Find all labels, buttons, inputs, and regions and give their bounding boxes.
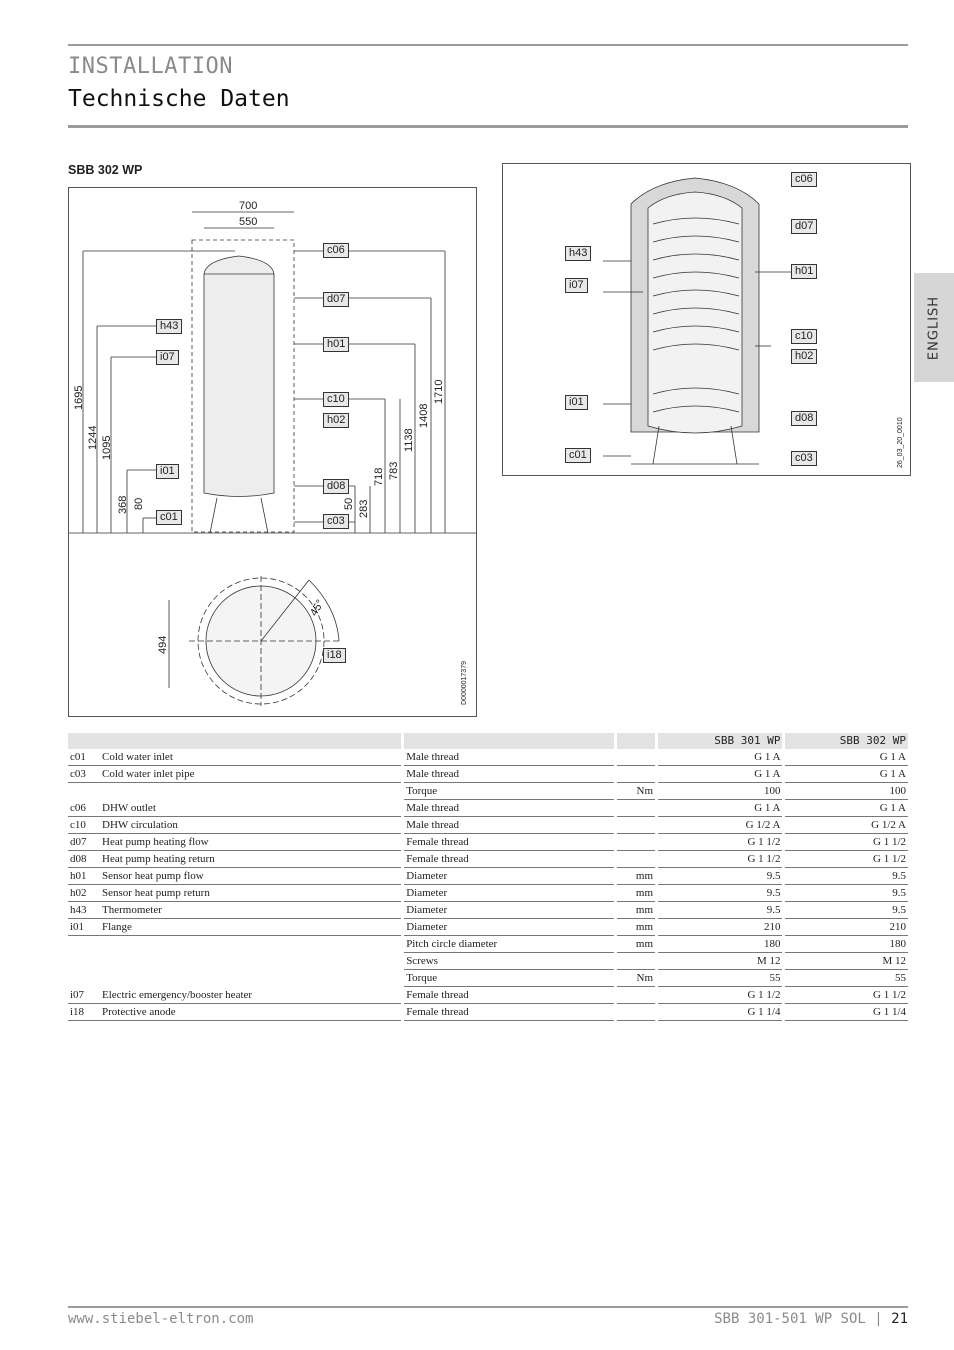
row-type: Female thread xyxy=(404,851,614,868)
row-type: Diameter xyxy=(404,919,614,936)
row-label-cell xyxy=(68,834,401,851)
row-type: Diameter xyxy=(404,902,614,919)
dim-718: 718 xyxy=(373,467,385,486)
row-value-sbb-302: G 1 A xyxy=(785,800,908,817)
row-description: Thermometer xyxy=(102,904,162,916)
row-code: h02 xyxy=(70,887,87,899)
dim-width-outer: 700 xyxy=(239,200,258,212)
dim-1244: 1244 xyxy=(87,425,99,450)
row-value-sbb-301: G 1 1/2 xyxy=(658,834,782,851)
header-blank-1 xyxy=(68,733,401,749)
header-blank-3 xyxy=(617,733,655,749)
row-code: c03 xyxy=(70,768,86,780)
table-header-row xyxy=(68,733,908,749)
row-value-sbb-302: G 1 1/2 xyxy=(785,834,908,851)
row-unit xyxy=(617,766,655,783)
dim-1695: 1695 xyxy=(73,385,85,410)
dim-1408: 1408 xyxy=(418,403,430,428)
section-tag-i07: i07 xyxy=(565,278,588,293)
table-row xyxy=(68,1004,908,1021)
dimension-drawing xyxy=(68,187,477,717)
row-value-sbb-301: M 12 xyxy=(658,953,782,970)
tag-i18: i18 xyxy=(323,648,346,663)
header-blank-2 xyxy=(404,733,614,749)
row-type: Male thread xyxy=(404,749,614,766)
dim-width-inner: 550 xyxy=(239,216,258,228)
tag-d08: d08 xyxy=(323,479,349,494)
spec-table xyxy=(68,733,908,1021)
row-type: Screws xyxy=(404,953,614,970)
dim-80: 80 xyxy=(133,497,145,510)
language-tab[interactable] xyxy=(914,273,954,382)
row-value-sbb-301: G 1 A xyxy=(658,749,782,766)
row-value-sbb-302: G 1 1/2 xyxy=(785,851,908,868)
tag-c01: c01 xyxy=(156,510,182,525)
row-label-cell xyxy=(68,902,401,919)
row-value-sbb-301: G 1 A xyxy=(658,766,782,783)
row-code: h43 xyxy=(70,904,87,916)
dim-1095: 1095 xyxy=(101,435,113,460)
tag-c06: c06 xyxy=(323,243,349,258)
row-value-sbb-301: G 1/2 A xyxy=(658,817,782,834)
row-label-cell xyxy=(68,800,401,817)
row-label-cell xyxy=(68,851,401,868)
section-drawing-graphic xyxy=(503,164,910,475)
row-type: Torque xyxy=(404,783,614,800)
table-row xyxy=(68,783,908,800)
section-tag-c06: c06 xyxy=(791,172,817,187)
row-description: DHW outlet xyxy=(102,802,156,814)
row-value-sbb-302: G 1 A xyxy=(785,749,908,766)
row-value-sbb-301: 180 xyxy=(658,936,782,953)
section-tag-h43: h43 xyxy=(565,246,591,261)
row-value-sbb-301: G 1 1/4 xyxy=(658,1004,782,1021)
section-tag-c10: c10 xyxy=(791,329,817,344)
table-row xyxy=(68,851,908,868)
dim-494: 494 xyxy=(157,635,169,654)
row-description: Electric emergency/booster heater xyxy=(102,989,253,1001)
section-tag-h01: h01 xyxy=(791,264,817,279)
tag-h02: h02 xyxy=(323,413,349,428)
section-tag-c03: c03 xyxy=(791,451,817,466)
row-value-sbb-302: G 1/2 A xyxy=(785,817,908,834)
row-unit: mm xyxy=(617,936,655,953)
table-row xyxy=(68,936,908,953)
row-description: Sensor heat pump return xyxy=(102,887,210,899)
row-type: Female thread xyxy=(404,987,614,1004)
drawing-id-left: D0000017379 xyxy=(461,661,468,705)
row-value-sbb-302: G 1 A xyxy=(785,766,908,783)
table-row xyxy=(68,953,908,970)
dim-1138: 1138 xyxy=(403,428,415,452)
row-label-cell xyxy=(68,919,401,936)
table-row xyxy=(68,817,908,834)
tag-h43: h43 xyxy=(156,319,182,334)
header-sbb-301: SBB 301 WP xyxy=(658,733,782,749)
row-unit xyxy=(617,834,655,851)
row-code: d07 xyxy=(70,836,87,848)
footer-rule xyxy=(68,1306,908,1308)
row-value-sbb-301: 55 xyxy=(658,970,782,987)
row-label-cell xyxy=(68,953,401,970)
row-type: Male thread xyxy=(404,766,614,783)
row-label-cell xyxy=(68,885,401,902)
table-row xyxy=(68,766,908,783)
language-tab-label: ENGLISH xyxy=(926,295,942,360)
row-value-sbb-301: 9.5 xyxy=(658,885,782,902)
row-description: Heat pump heating return xyxy=(102,853,215,865)
row-unit: mm xyxy=(617,885,655,902)
row-label-cell xyxy=(68,970,401,987)
row-value-sbb-302: G 1 1/2 xyxy=(785,987,908,1004)
page-number: 21 xyxy=(891,1311,908,1327)
header-sbb-302: SBB 302 WP xyxy=(785,733,908,749)
header-rule xyxy=(68,125,908,128)
row-description: Cold water inlet xyxy=(102,751,173,763)
angle-label: 45° xyxy=(307,597,327,619)
footer-doc-title: SBB 301-501 WP SOL xyxy=(714,1311,866,1327)
row-unit xyxy=(617,817,655,834)
section-drawing xyxy=(502,163,911,476)
row-unit: mm xyxy=(617,902,655,919)
table-row xyxy=(68,834,908,851)
table-row xyxy=(68,902,908,919)
row-value-sbb-301: 9.5 xyxy=(658,902,782,919)
row-code: c01 xyxy=(70,751,86,763)
row-code: c10 xyxy=(70,819,86,831)
row-description: Heat pump heating flow xyxy=(102,836,209,848)
top-rule xyxy=(68,44,908,46)
row-value-sbb-302: 9.5 xyxy=(785,902,908,919)
row-label-cell xyxy=(68,987,401,1004)
row-label-cell xyxy=(68,817,401,834)
row-value-sbb-301: G 1 1/2 xyxy=(658,851,782,868)
section-tag-d08: d08 xyxy=(791,411,817,426)
row-unit: Nm xyxy=(617,783,655,800)
row-type: Female thread xyxy=(404,834,614,851)
section-tag-c01: c01 xyxy=(565,448,591,463)
dim-1710: 1710 xyxy=(433,379,445,404)
row-label-cell xyxy=(68,783,401,800)
dim-50: 50 xyxy=(343,497,355,510)
dim-783: 783 xyxy=(388,461,400,480)
row-unit xyxy=(617,851,655,868)
dimension-drawing-graphic xyxy=(69,188,476,716)
row-type: Female thread xyxy=(404,1004,614,1021)
row-code: i18 xyxy=(70,1006,85,1018)
row-value-sbb-301: 9.5 xyxy=(658,868,782,885)
tag-c03: c03 xyxy=(323,514,349,529)
row-value-sbb-301: G 1 1/2 xyxy=(658,987,782,1004)
figure-label: SBB 302 WP xyxy=(68,163,143,177)
tag-h01: h01 xyxy=(323,337,349,352)
drawing-id-right: 26_03_20_0010 xyxy=(897,417,904,468)
dim-368: 368 xyxy=(117,495,129,514)
row-type: Male thread xyxy=(404,817,614,834)
tag-c10: c10 xyxy=(323,392,349,407)
row-value-sbb-302: M 12 xyxy=(785,953,908,970)
row-value-sbb-302: 9.5 xyxy=(785,868,908,885)
row-value-sbb-302: 180 xyxy=(785,936,908,953)
row-value-sbb-302: 210 xyxy=(785,919,908,936)
page-title: Technische Daten xyxy=(68,86,290,112)
row-code: d08 xyxy=(70,853,87,865)
row-unit: mm xyxy=(617,919,655,936)
row-type: Diameter xyxy=(404,868,614,885)
section-tag-i01: i01 xyxy=(565,395,588,410)
row-description: Sensor heat pump flow xyxy=(102,870,204,882)
row-code: c06 xyxy=(70,802,86,814)
row-value-sbb-301: G 1 A xyxy=(658,800,782,817)
row-label-cell xyxy=(68,936,401,953)
row-type: Pitch circle diameter xyxy=(404,936,614,953)
table-row xyxy=(68,987,908,1004)
row-unit: Nm xyxy=(617,970,655,987)
row-description: Flange xyxy=(102,921,132,933)
row-value-sbb-301: 210 xyxy=(658,919,782,936)
row-label-cell xyxy=(68,1004,401,1021)
section-tag-d07: d07 xyxy=(791,219,817,234)
row-value-sbb-302: 55 xyxy=(785,970,908,987)
footer-doc xyxy=(714,1311,908,1327)
row-description: DHW circulation xyxy=(102,819,178,831)
section-tag-h02: h02 xyxy=(791,349,817,364)
tag-i07: i07 xyxy=(156,350,179,365)
table-row xyxy=(68,800,908,817)
dim-283: 283 xyxy=(358,499,370,518)
row-code: h01 xyxy=(70,870,87,882)
row-label-cell xyxy=(68,766,401,783)
section-title: INSTALLATION xyxy=(68,54,233,79)
table-row xyxy=(68,919,908,936)
row-code: i01 xyxy=(70,921,85,933)
row-type: Torque xyxy=(404,970,614,987)
footer-separator: | xyxy=(865,1311,892,1327)
tag-i01: i01 xyxy=(156,464,179,479)
table-row xyxy=(68,749,908,766)
row-label-cell xyxy=(68,749,401,766)
row-unit xyxy=(617,749,655,766)
row-value-sbb-302: 9.5 xyxy=(785,885,908,902)
row-value-sbb-301: 100 xyxy=(658,783,782,800)
row-value-sbb-302: 100 xyxy=(785,783,908,800)
table-row xyxy=(68,868,908,885)
row-unit xyxy=(617,800,655,817)
table-row xyxy=(68,885,908,902)
row-type: Diameter xyxy=(404,885,614,902)
footer-url[interactable]: www.stiebel-eltron.com xyxy=(68,1311,254,1327)
row-value-sbb-302: G 1 1/4 xyxy=(785,1004,908,1021)
row-unit: mm xyxy=(617,868,655,885)
row-code: i07 xyxy=(70,989,85,1001)
row-type: Male thread xyxy=(404,800,614,817)
table-row xyxy=(68,970,908,987)
row-description: Cold water inlet pipe xyxy=(102,768,195,780)
tag-d07: d07 xyxy=(323,292,349,307)
row-unit xyxy=(617,987,655,1004)
row-label-cell xyxy=(68,868,401,885)
row-description: Protective anode xyxy=(102,1006,176,1018)
row-unit xyxy=(617,1004,655,1021)
row-unit xyxy=(617,953,655,970)
